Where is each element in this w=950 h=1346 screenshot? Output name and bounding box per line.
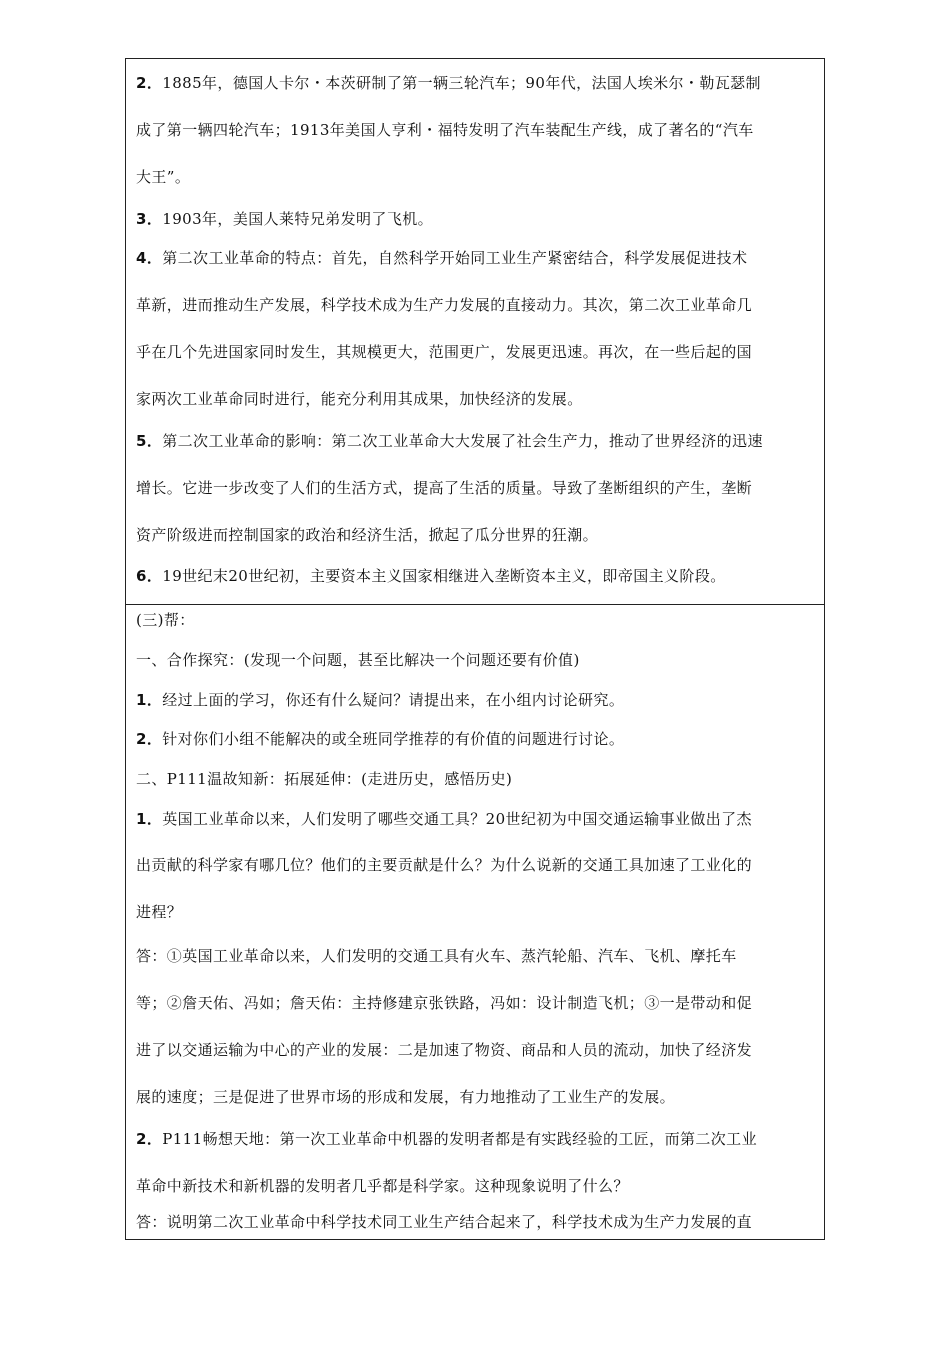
section-heading: (三)帮： xyxy=(136,611,195,629)
paragraph-line: 3．1903年，美国人莱特兄弟发明了飞机。 xyxy=(136,210,434,228)
content-table xyxy=(125,58,825,1240)
paragraph-line: 2．1885年，德国人卡尔・本茨研制了第一辆三轮汽车；90年代，法国人埃米尔・勒瓦瑟制 xyxy=(136,74,761,92)
paragraph-line: 增长。它进一步改变了人们的生活方式，提高了生活的质量。导致了垄断组织的产生，垄断 xyxy=(136,479,753,497)
item-number: 4． xyxy=(136,249,163,267)
item-number: 2． xyxy=(136,730,163,748)
paragraph-line: 2．针对你们小组不能解决的或全班同学推荐的有价值的问题进行讨论。 xyxy=(136,730,625,748)
paragraph-line: 4．第二次工业革命的特点：首先，自然科学开始同工业生产紧密结合，科学发展促进技术 xyxy=(136,249,748,267)
paragraph-line: 成了第一辆四轮汽车；1913年美国人亨利・福特发明了汽车装配生产线，成了著名的“汽车 xyxy=(136,121,754,139)
item-number: 3． xyxy=(136,210,163,228)
item-number: 2． xyxy=(136,74,163,92)
paragraph-line: 进程？ xyxy=(136,903,183,921)
paragraph-line: 进了以交通运输为中心的产业的发展：二是加速了物资、商品和人员的流动，加快了经济发 xyxy=(136,1041,753,1059)
paragraph-line: 家两次工业革命同时进行，能充分利用其成果，加快经济的发展。 xyxy=(136,390,583,408)
paragraph-line: 展的速度；三是促进了世界市场的形成和发展，有力地推动了工业生产的发展。 xyxy=(136,1088,676,1106)
table-cell-inventions xyxy=(126,59,824,605)
paragraph-line: 2．P111畅想天地：第一次工业革命中机器的发明者都是有实践经验的工匠，而第二次工业 xyxy=(136,1130,757,1148)
table-cell-help-section xyxy=(126,605,824,1241)
paragraph-line: 1．经过上面的学习，你还有什么疑问？请提出来，在小组内讨论研究。 xyxy=(136,691,625,709)
subsection-heading: 一、合作探究：(发现一个问题，甚至比解决一个问题还要有价值) xyxy=(136,651,580,669)
subsection-heading: 二、P111温故知新：拓展延伸：(走进历史，感悟历史) xyxy=(136,770,513,788)
paragraph-line: 大王”。 xyxy=(136,168,191,186)
item-number: 1． xyxy=(136,810,163,828)
paragraph-line: 出贡献的科学家有哪几位？他们的主要贡献是什么？为什么说新的交通工具加速了工业化的 xyxy=(136,856,753,874)
item-number: 6． xyxy=(136,567,163,585)
paragraph-line: 答：说明第二次工业革命中科学技术同工业生产结合起来了，科学技术成为生产力发展的直 xyxy=(136,1213,753,1231)
item-number: 2． xyxy=(136,1130,163,1148)
paragraph-line: 6．19世纪末20世纪初，主要资本主义国家相继进入垄断资本主义，即帝国主义阶段。 xyxy=(136,567,726,585)
paragraph-line: 答：①英国工业革命以来，人们发明的交通工具有火车、蒸汽轮船、汽车、飞机、摩托车 xyxy=(136,947,737,965)
item-number: 1． xyxy=(136,691,163,709)
paragraph-line: 等；②詹天佑、冯如；詹天佑：主持修建京张铁路，冯如：设计制造飞机；③一是带动和促 xyxy=(136,994,753,1012)
paragraph-line: 革新，进而推动生产发展，科学技术成为生产力发展的直接动力。其次，第二次工业革命几 xyxy=(136,296,753,314)
paragraph-line: 5．第二次工业革命的影响：第二次工业革命大大发展了社会生产力，推动了世界经济的迅速 xyxy=(136,432,763,450)
item-number: 5． xyxy=(136,432,163,450)
paragraph-line: 革命中新技术和新机器的发明者几乎都是科学家。这种现象说明了什么？ xyxy=(136,1177,629,1195)
paragraph-line: 乎在几个先进国家同时发生，其规模更大，范围更广，发展更迅速。再次，在一些后起的国 xyxy=(136,343,753,361)
paragraph-line: 1．英国工业革命以来，人们发明了哪些交通工具？20世纪初为中国交通运输事业做出了杰 xyxy=(136,810,752,828)
paragraph-line: 资产阶级进而控制国家的政治和经济生活，掀起了瓜分世界的狂潮。 xyxy=(136,526,599,544)
